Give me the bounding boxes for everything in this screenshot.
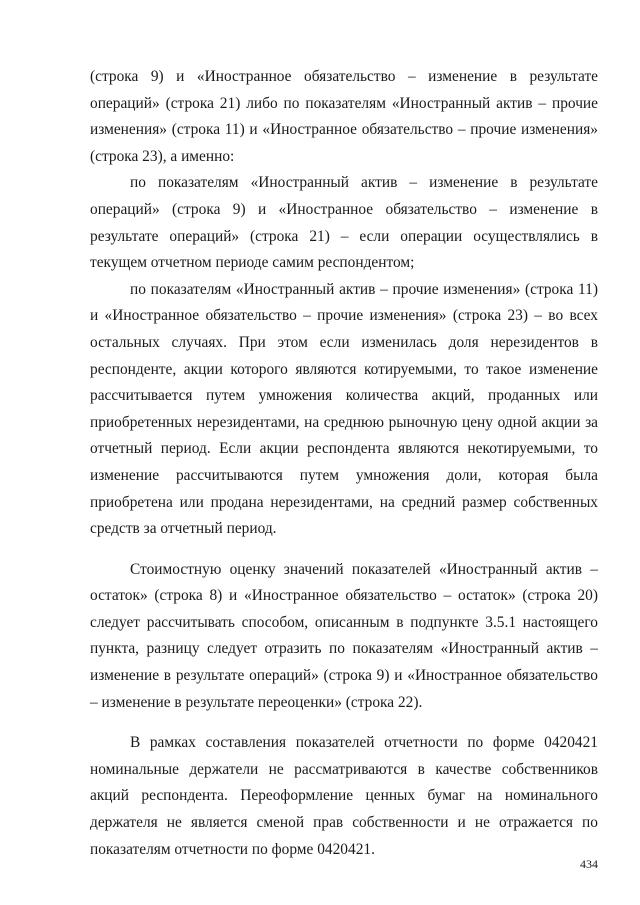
- paragraph-4: Стоимостную оценку значений показателей «Иностранный актив – остаток» (строка 8) и «Иностранное обязательство – остаток» (строка 20) следует рассчитывать способом, описанным в подпункте 3.5.1 настоящего пункта, разницу следует отразить по показателям «Иностранный актив – изменение в результате операций» (строка 9) и «Иностранное обязательство – изменение в результате переоценки» (строка 22).: [90, 560, 598, 711]
- paragraph-1: (строка 9) и «Иностранное обязательство – изменение в результате операций» (строка 21) либо по показателям «Иностранный актив – прочие изменения» (строка 11) и «Иностранное обязательство – прочие изменения» (строка 23), а именно:: [90, 68, 598, 165]
- document-body: [90, 64, 598, 863]
- paragraph-3: по показателям «Иностранный актив – прочие изменения» (строка 11) и «Иностранное обязательство – прочие изменения» (строка 23) – во всех остальных случаях. При этом если изменилась доля нерезидентов в респонденте, акции которого являются котируемыми, то такое изменение рассчитывается путем умножения количества акций, проданных или приобретенных нерезидентами, на среднюю рыночную цену одной акции за отчетный период. Если акции респондента являются некотируемыми, то изменение рассчитываются путем умножения доли, которая была приобретена или продана нерезидентами, на средний размер собственных средств за отчетный период.: [90, 280, 598, 538]
- paragraph-2: по показателям «Иностранный актив – изменение в результате операций» (строка 9) и «Иностранное обязательство – изменение в результате операций» (строка 21) – если операции осуществлялись в текущем отчетном периоде самим респондентом;: [90, 174, 598, 272]
- paragraph-5: В рамках составления показателей отчетности по форме 0420421 номинальные держатели не рассматриваются в качестве собственников акций респондента. Переоформление ценных бумаг на номинального держателя не является сменой прав собственности и не отражается по показателям отчетности по форме 0420421.: [90, 734, 598, 858]
- page-number: 434: [580, 857, 598, 871]
